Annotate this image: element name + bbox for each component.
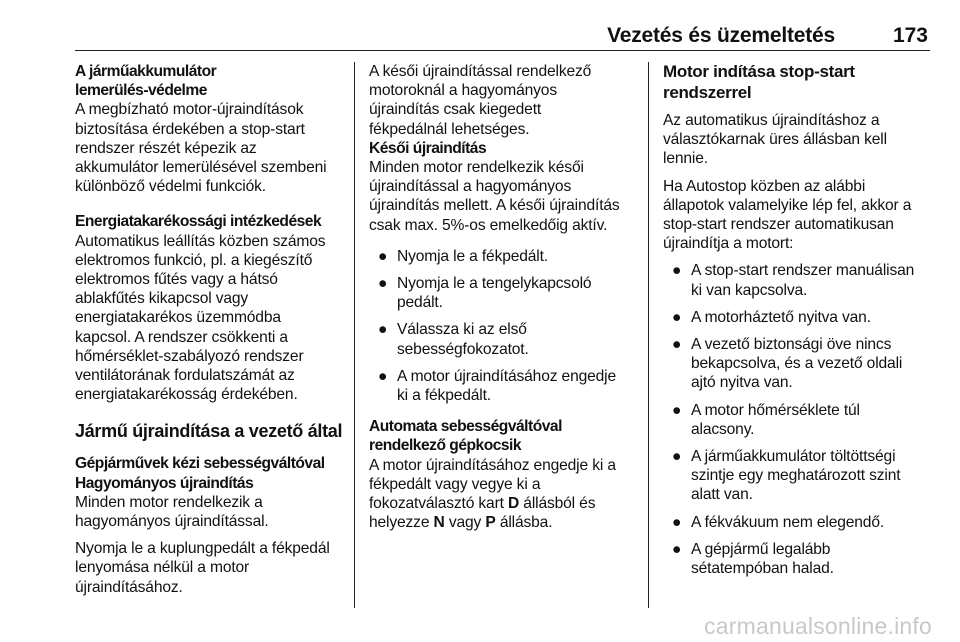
bullet-icon: ●	[672, 448, 682, 466]
list-item: ● A motorháztető nyitva van.	[672, 308, 871, 326]
page-number: 173	[892, 24, 928, 47]
paragraph-clutch: Nyomja le a kuplungpedált a fékpedál lenyomása nélkül a motor újraindításához.	[75, 540, 330, 596]
list-item: ● A vezető biztonsági öve nincs bekapcsolva, és a vezető oldali ajtó nyitva van.	[672, 336, 903, 392]
column-1	[75, 62, 347, 605]
list-item: ● Nyomja le a fékpedált.	[378, 247, 548, 265]
page-header	[75, 22, 930, 51]
bullet-icon: ●	[672, 262, 682, 280]
bullet-icon: ●	[672, 308, 682, 326]
column-3	[663, 62, 933, 586]
bullet-icon: ●	[378, 321, 388, 339]
list-item: ● A fékvákuum nem elegendő.	[672, 513, 885, 531]
list-item: ● A gépjármű legalább sétatempóban halad.	[672, 540, 834, 578]
column-2	[369, 62, 641, 540]
restart-conditions-list	[663, 261, 933, 578]
heading-battery-protection: A járműakkumulátor lemerülés-védelme	[75, 63, 217, 100]
watermark-text: carmanualsonline.info	[704, 613, 932, 639]
heading-manual-transmission: Gépjárművek kézi sebességváltóval	[75, 455, 325, 473]
heading-energy-saving: Energiatakarékossági intézkedések	[75, 213, 322, 231]
late-restart-steps	[369, 247, 641, 405]
bullet-icon: ●	[672, 336, 682, 354]
page-header-title: Vezetés és üzemeltetés	[607, 24, 835, 47]
bullet-icon: ●	[672, 401, 682, 419]
heading-driver-restart: Jármű újraindítása a vezető által	[75, 421, 343, 442]
bullet-icon: ●	[378, 275, 388, 293]
paragraph-late-restart: Minden motor rendelkezik késői újraindítással a hagyományos újraindítás mellett. A késői újraindítás csak max. 5%-os emelkedőig aktív.	[369, 159, 620, 234]
paragraph-late-restart-intro: A késői újraindítással rendelkező motoroknál a hagyományos újraindítás csak kiegedett fékpedálnál lehetséges.	[369, 63, 592, 138]
bullet-icon: ●	[378, 247, 388, 265]
list-item: ● A stop-start rendszer manuálisan ki van kapcsolva.	[672, 262, 915, 299]
heading-stop-start-start: Motor indítása stop-start rendszerrel	[663, 62, 855, 102]
heading-late-restart: Késői újraindítás	[369, 139, 487, 157]
paragraph-energy-saving: Automatikus leállítás közben számos elektromos funkció, pl. a kiegészítő elektromos fűtés vagy a hátsó ablakfűtés kikapcsol vagy energiatakarékos üzemmódba kapcsol. A rendszer csökkenti a hőmérséklet-szabályozó rendszer ventilátorának fordulatszámát az energiatakarékosság érdekében.	[75, 232, 326, 404]
paragraph-conventional-restart: Minden motor rendelkezik a hagyományos újraindítással.	[75, 493, 269, 531]
list-item: ● A motor hőmérséklete túl alacsony.	[672, 401, 860, 438]
list-item: ● Válassza ki az első sebességfokozatot.	[378, 321, 529, 358]
heading-conventional-restart: Hagyományos újraindítás	[75, 474, 254, 492]
bullet-icon: ●	[378, 367, 388, 385]
paragraph-battery-protection: A megbízható motor-újraindítások biztosítása érdekében a stop-start rendszer részét képezik az akkumulátor lemerülésével szembeni különböző védelmi funkciók.	[75, 101, 327, 196]
column-divider-2	[648, 62, 649, 608]
paragraph-autostop-conditions: Ha Autostop közben az alábbi állapotok valamelyike lép fel, akkor a stop-start rendszer automatikusan újraindítja a motort:	[663, 177, 912, 253]
list-item: ● A járműakkumulátor töltöttségi szintje egy meghatározott szint alatt van.	[672, 448, 901, 504]
bullet-icon: ●	[672, 540, 682, 558]
heading-automatic-transmission: Automata sebességváltóval rendelkező gépkocsik	[369, 418, 562, 455]
paragraph-automatic-transmission: A motor újraindításához engedje ki a fékpedált vagy vegye ki a fokozatválasztó kart D állásból és helyezze N vagy P állásba.	[369, 456, 616, 532]
list-item: ● A motor újraindításához engedje ki a fékpedált.	[378, 367, 617, 405]
list-item: ● Nyomja le a tengelykapcsoló pedált.	[378, 275, 592, 312]
bullet-icon: ●	[672, 513, 682, 531]
paragraph-neutral: Az automatikus újraindításhoz a választókarnak üres állásban kell lennie.	[663, 112, 887, 168]
column-divider-1	[354, 62, 355, 608]
